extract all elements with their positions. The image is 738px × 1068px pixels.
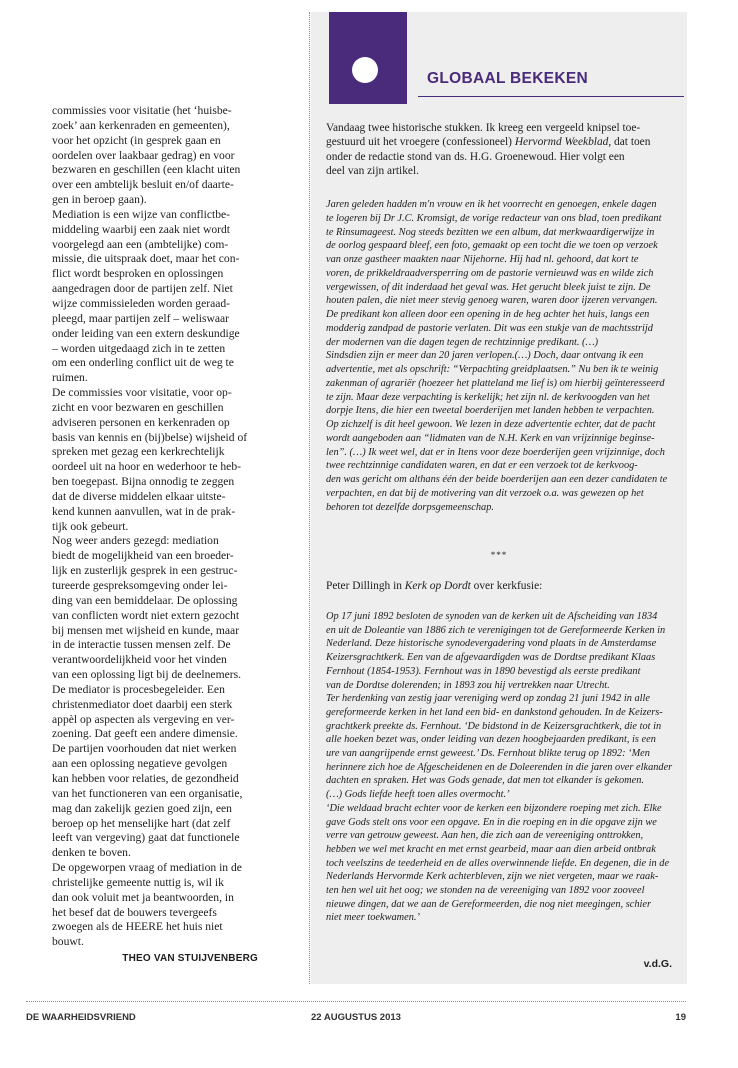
- page-number: 19: [675, 1012, 686, 1023]
- source-publication: Kerk op Dordt: [404, 580, 471, 592]
- footer-publication: DE WAARHEIDSVRIEND: [26, 1012, 136, 1023]
- intro-publication: Hervormd Weekblad: [514, 136, 609, 149]
- column-author: v.d.G.: [643, 958, 672, 970]
- column-divider: [309, 12, 310, 984]
- intro-text-start: Vandaag twee historische stukken. Ik kreeg een vergeeld knipsel toe- gestuurd uit het vroegere (confessioneel): [326, 122, 641, 149]
- footer-date: 22 AUGUSTUS 2013: [311, 1012, 401, 1023]
- column-intro: [326, 121, 676, 179]
- section-separator: ***: [490, 550, 508, 560]
- title-rule: [418, 96, 684, 97]
- source-text-start: Peter Dillingh in: [326, 580, 405, 592]
- source-text-end: over kerkfusie:: [470, 580, 543, 592]
- intro-text-end: , dat toen onder de redactie stond van ds. H.G. Groenewoud. Hier volgt een deel van zijn artikel.: [326, 136, 651, 178]
- historical-quote-2: Op 17 juni 1892 besloten de synoden van de kerken uit de Afscheiding van 1834 en uit de Doleantie van 1886 zich te verenigingen tot de Gereformeerde Kerken in Nederland. Deze historische synodevergadering vond plaats in de Amsterdamse Keizersgrachtkerk. Een van de afgevaardigden was de Dordtse predikant Klaas Fernhout (1854-1953). Fernhout was in 1890 bevestigd als eerste predikant van de Dordtse dolerenden; in 1893 zou hij vertrekken naar Utrecht. Ter herdenking van zestig jaar vereniging werd op zondag 21 juni 1942 in alle gereformeerde kerken in het land een bid- en dankstond gehouden. In de Keizers- grachtkerk preekte ds. Fernhout. ‘De bidstond in de Keizersgrachtkerk, die tot in alle hoeken bezet was, onder leiding van dezen hoogbejaarden predikant, is een ure van aangrijpende ernst geweest.’ Ds. Fernhout blikte terug op 1892: ‘Men herinnere zich hoe de Afgescheidenen en de Doleerenden in die jaren over elkander dachten en spraken. Het was Gods genade, dat men tot elkander is gekomen. (…) Gods liefde heeft toen alles overmocht.’ ‘Die weldaad bracht echter voor de kerken een bijzondere roeping met zich. Elke gave Gods stelt ons voor een opgave. En in die roeping en in die opgave zijn we verre van getrouw geweest. Aan hen, die zich aan de vereeniging onttrokken, hebben we wel met kracht en met ernst gearbeid, maar aan dien arbeid ontbrak toch veelszins de teederheid en de alles overwinnende liefde. En degenen, die in de Nederlands Hervormde Kerk achterbleven, zijn we niet vergeten, maar we raak- ten hen wel uit het oog; we stonden na de vereeniging van 1892 voor zooveel nieuwe dingen, dat we aan de Gereformeerden, die nog niet meegingen, schier niet meer toekwamen.’: [326, 611, 673, 924]
- quote-source: [326, 580, 676, 592]
- historical-quote-1: Jaren geleden hadden m'n vrouw en ik het voorrecht en genoegen, enkele dagen te logeren bij Dr J.C. Kromsigt, de vorige redacteur van ons blad, toen predikant te Rinsumageest. Nog steeds bezitten we een album, dat merkwaardigerwijze in de oorlog gespaard bleef, een foto, gemaakt op een tocht die we toen op verzoek van onze gastheer maakten naar Nijehorne. Hij had nl. gehoord, dat kort te voren, de prikkeldraadversperring om de pastorie vernieuwd was en wilde zich vergewissen, of dit inderdaad het geval was. Het gerucht bleek juist te zijn. De houten palen, die niet meer stevig genoeg waren, waren door ijzeren vervangen. De predikant kon alleen door een opening in de heg achter het huis, langs een modderig zandpad de pastorie verlaten. Dit was een stukje van de machtsstrijd der modernen van die dagen tegen de rechtzinnige predikant. (…) Sindsdien zijn er meer dan 20 jaren verlopen.(…) Doch, daar ontvang ik een advertentie, met als opschrift: “Verpachting greidplaatsen.” Nu ben ik te weinig zakenman of agrariër (hoezeer het platteland me lief is) om hierbij geïnteresseerd te zijn. Maar deze verpachting is kerkelijk; het zijn nl. de kerkvoogden van het dorpje Itens, die hier een tweetal boerderijen met landen hebben te verpachten. Op zichzelf is dit heel gewoon. We lezen in deze advertentie echter, dat de pacht wordt aangeboden aan “lidmaten van de N.H. Kerk en van vrijzinnige beginse- len”. (…) Ik weet wel, dat er in Itens voor deze boerderijen geen vrijzinnige, doch twee rechtzinnige candidaten waren, en dat er een verzoek tot de kerkvoog- den was gericht om althans één der beide boerderijen aan een dezer candidaten te verpachten, en dat bij de motivering van dit verzoek o.a. was gewezen op het behoren tot dezelfde dorpsgemeenschap.: [326, 199, 668, 513]
- circle-icon: [352, 57, 378, 83]
- article-signature: THEO VAN STUIJVENBERG: [122, 953, 258, 964]
- left-column-text: commissies voor visitatie (het ‘huisbe- zoek’ aan kerkenraden en gemeenten), voor het opzicht (in gesprek gaan en oordelen over laakbaar gedrag) en voor bezwaren en geschillen (een klacht uiten over een ambtelijk besluit en/of daarte- gen in beroep gaan). Mediation is een wijze van conflictbe- middeling waarbij een zaak niet wordt voorgelegd aan een (ambtelijke) com- missie, die uitspraak doet, maar het con- flict wordt besproken en oplossingen aangedragen door de partijen zelf. Niet wijze commissieleden worden geraad- pleegd, maar partijen zelf – weliswaar onder leiding van een extern deskundige – worden uitgedaagd zich in te zetten om een onderling conflict uit de weg te ruimen. De commissies voor visitatie, voor op- zicht en voor bezwaren en geschillen adviseren personen en kerkenraden op basis van kennis en (bij)belse) wijsheid of spreken met gezag een kerkrechtelijk oordeel uit na hoor en wederhoor te heb- ben toegepast. Bijna onnodig te zeggen dat de diverse middelen elkaar uitste- kend kunnen aanvullen, wat in de prak- tijk ook gebeurt. Nog weer anders gezegd: mediation biedt de mogelijkheid van een broeder- lijk en zusterlijk gesprek in een gestruc- tureerde gespreksomgeving onder lei- ding van een bemiddelaar. De oplossing van conflicten wordt niet extern gezocht bij mensen met wijsheid en kunde, maar in de interactie tussen mensen zelf. De verantwoordelijkheid voor het vinden van een oplossing ligt bij de deelnemers. De mediator is procesbegeleider. Een christenmediator doet daarbij een sterk appèl op aspecten als vergeving en ver- zoening. Dat geeft een andere dimensie. De partijen voorhouden dat niet werken aan een oplossing negatieve gevolgen kan hebben voor relaties, de gezondheid van het functioneren van een organisatie, mag dan zakelijk gezien goed zijn, een beroep op het menselijke hart (dat zelf leeft van vergeving) gaat dat functionele denken te boven. De opgeworpen vraag of mediation in de christelijke gemeente nuttig is, wil ik dan ook voluit met ja beantwoorden, in het besef dat de bouwers tevergeefs zwoegen als de HEERE het huis niet bouwt.: [52, 104, 248, 949]
- footer-rule: [26, 1001, 686, 1002]
- left-column: [52, 104, 267, 950]
- column-title: GLOBAAL BEKEKEN: [427, 70, 588, 87]
